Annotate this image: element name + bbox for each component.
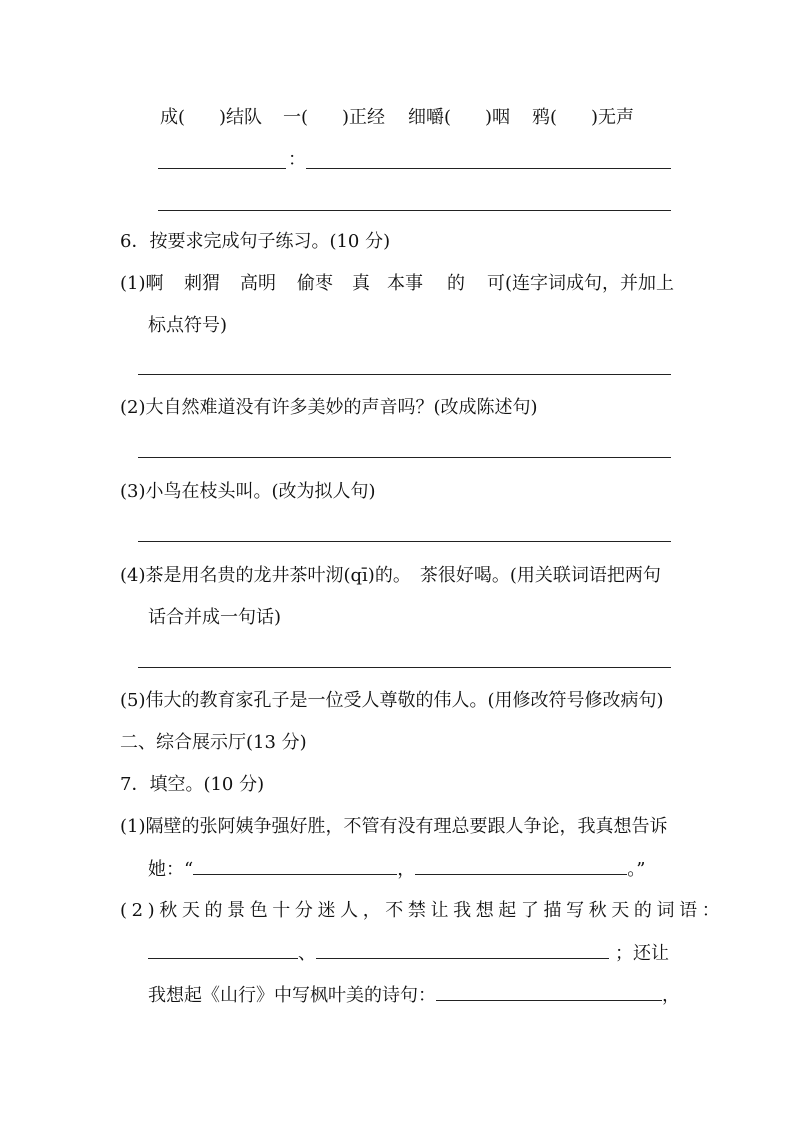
answer-blank-short[interactable] — [158, 168, 286, 169]
word-fill-2: 一( )正经 — [283, 107, 386, 128]
answer-line-4[interactable] — [138, 667, 671, 668]
word: 真 — [352, 273, 370, 294]
answer-line-1[interactable] — [138, 374, 671, 375]
word: 本事 — [387, 273, 423, 294]
answer-line-3[interactable] — [138, 541, 671, 542]
answer-line-2[interactable] — [138, 457, 671, 458]
poem-blank[interactable] — [436, 983, 662, 1001]
word: 可(连字词成句，并加上 — [487, 273, 675, 294]
question-6-title: 6．按要求完成句子练习。(10 分) — [120, 231, 391, 252]
q6-sentence-2: (2)大自然难道没有许多美妙的声音吗？(改成陈述句) — [120, 397, 538, 418]
q6-sentence-1-words — [120, 272, 674, 296]
q6-sentence-4-cont: 话合并成一句话) — [148, 607, 282, 628]
word: 的 — [447, 273, 465, 294]
q7-item-2-cont: 、 ；还让 — [148, 941, 669, 966]
word-blank-1[interactable] — [148, 941, 298, 959]
word-fill-1: 成( )结队 — [160, 107, 263, 128]
q6-sentence-3: (3)小鸟在枝头叫。(改为拟人句) — [120, 481, 376, 502]
answer-blank-line[interactable] — [158, 210, 671, 211]
colon: ： — [288, 149, 306, 170]
word: 偷枣 — [297, 273, 333, 294]
q6-sentence-1-cont: 标点符号) — [148, 315, 228, 336]
quote-blank-1[interactable] — [193, 857, 397, 875]
word: 刺猬 — [184, 273, 220, 294]
q7-item-2: (2)秋天的景色十分迷人，不禁让我想起了描写秋天的词语： — [120, 900, 725, 921]
word: (1)啊 — [120, 273, 164, 294]
word: 高明 — [240, 273, 276, 294]
answer-blank-long[interactable] — [306, 168, 671, 169]
q7-item-2-line-3: 我想起《山行》中写枫叶美的诗句： ， — [148, 985, 680, 1006]
question-7-title: 7．填空。(10 分) — [120, 774, 265, 795]
q6-sentence-4: (4)茶是用名贵的龙井茶叶沏(qī)的。 茶很好喝。(用关联词语把两句 — [120, 565, 661, 586]
q6-sentence-5: (5)伟大的教育家孔子是一位受人尊敬的伟人。(用修改符号修改病句) — [120, 690, 664, 711]
q7-item-1: (1)隔壁的张阿姨争强好胜，不管有没有理总要跟人争论，我真想告诉 — [120, 816, 668, 837]
section-2-title: 二、综合展示厅(13 分) — [120, 732, 307, 753]
word-fill-4: 鸦( )无声 — [532, 107, 635, 128]
word-blank-2[interactable] — [316, 941, 609, 959]
word-fill-3: 细嚼( )咽 — [408, 107, 511, 128]
quote-blank-2[interactable] — [415, 857, 627, 875]
q7-item-1-cont: 她：“ ， 。” — [148, 859, 646, 880]
